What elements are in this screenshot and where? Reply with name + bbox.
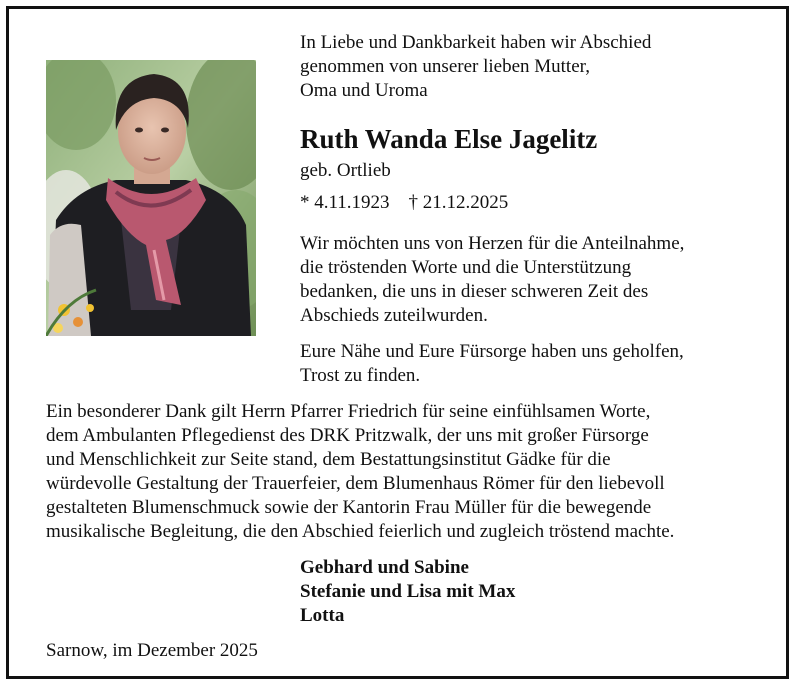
signer-line: Lotta [300, 605, 345, 626]
special-thanks-line: würdevolle Gestaltung der Trauerfeier, dem Blumenhaus Römer für den liebevoll [46, 473, 665, 494]
intro-line: genommen von unserer lieben Mutter, [300, 56, 590, 77]
deceased-name: Ruth Wanda Else Jagelitz [300, 124, 598, 154]
portrait-photo [46, 60, 256, 336]
death-date: † 21.12.2025 [408, 192, 509, 213]
thanks-line: Eure Nähe und Eure Fürsorge haben uns geholfen, [300, 341, 684, 362]
life-dates [300, 191, 508, 215]
birth-name: geb. Ortlieb [300, 160, 391, 181]
thanks-paragraph-1 [300, 232, 684, 328]
thanks-line: bedanken, die uns in dieser schweren Zeit des [300, 281, 649, 302]
signer-line: Gebhard und Sabine [300, 557, 469, 578]
birth-date: * 4.11.1923 [300, 192, 390, 213]
intro-text [300, 31, 651, 103]
special-thanks-line: Ein besonderer Dank gilt Herrn Pfarrer Friedrich für seine einfühlsamen Worte, [46, 401, 651, 422]
place-and-date: Sarnow, im Dezember 2025 [46, 640, 258, 661]
thanks-line: Trost zu finden. [300, 365, 421, 386]
thanks-paragraph-2 [300, 340, 684, 388]
thanks-line: die tröstenden Worte und die Unterstützung [300, 257, 632, 278]
thanks-line: Wir möchten uns von Herzen für die Anteilnahme, [300, 233, 685, 254]
special-thanks-line: gestalteten Blumenschmuck sowie der Kantorin Frau Müller für die bewegende [46, 497, 652, 518]
signers [300, 556, 515, 628]
special-thanks-line: musikalische Begleitung, die den Abschied feierlich und zugleich tröstend machte. [46, 521, 675, 542]
special-thanks-line: und Menschlichkeit zur Seite stand, dem Bestattungsinstitut Gädke für die [46, 449, 611, 470]
signer-line: Stefanie und Lisa mit Max [300, 581, 516, 602]
intro-line: In Liebe und Dankbarkeit haben wir Abschied [300, 32, 652, 53]
special-thanks-line: dem Ambulanten Pflegedienst des DRK Pritzwalk, der uns mit großer Fürsorge [46, 425, 649, 446]
thanks-line: Abschieds zuteilwurden. [300, 305, 488, 326]
special-thanks-paragraph [46, 400, 674, 544]
intro-line: Oma und Uroma [300, 80, 428, 101]
